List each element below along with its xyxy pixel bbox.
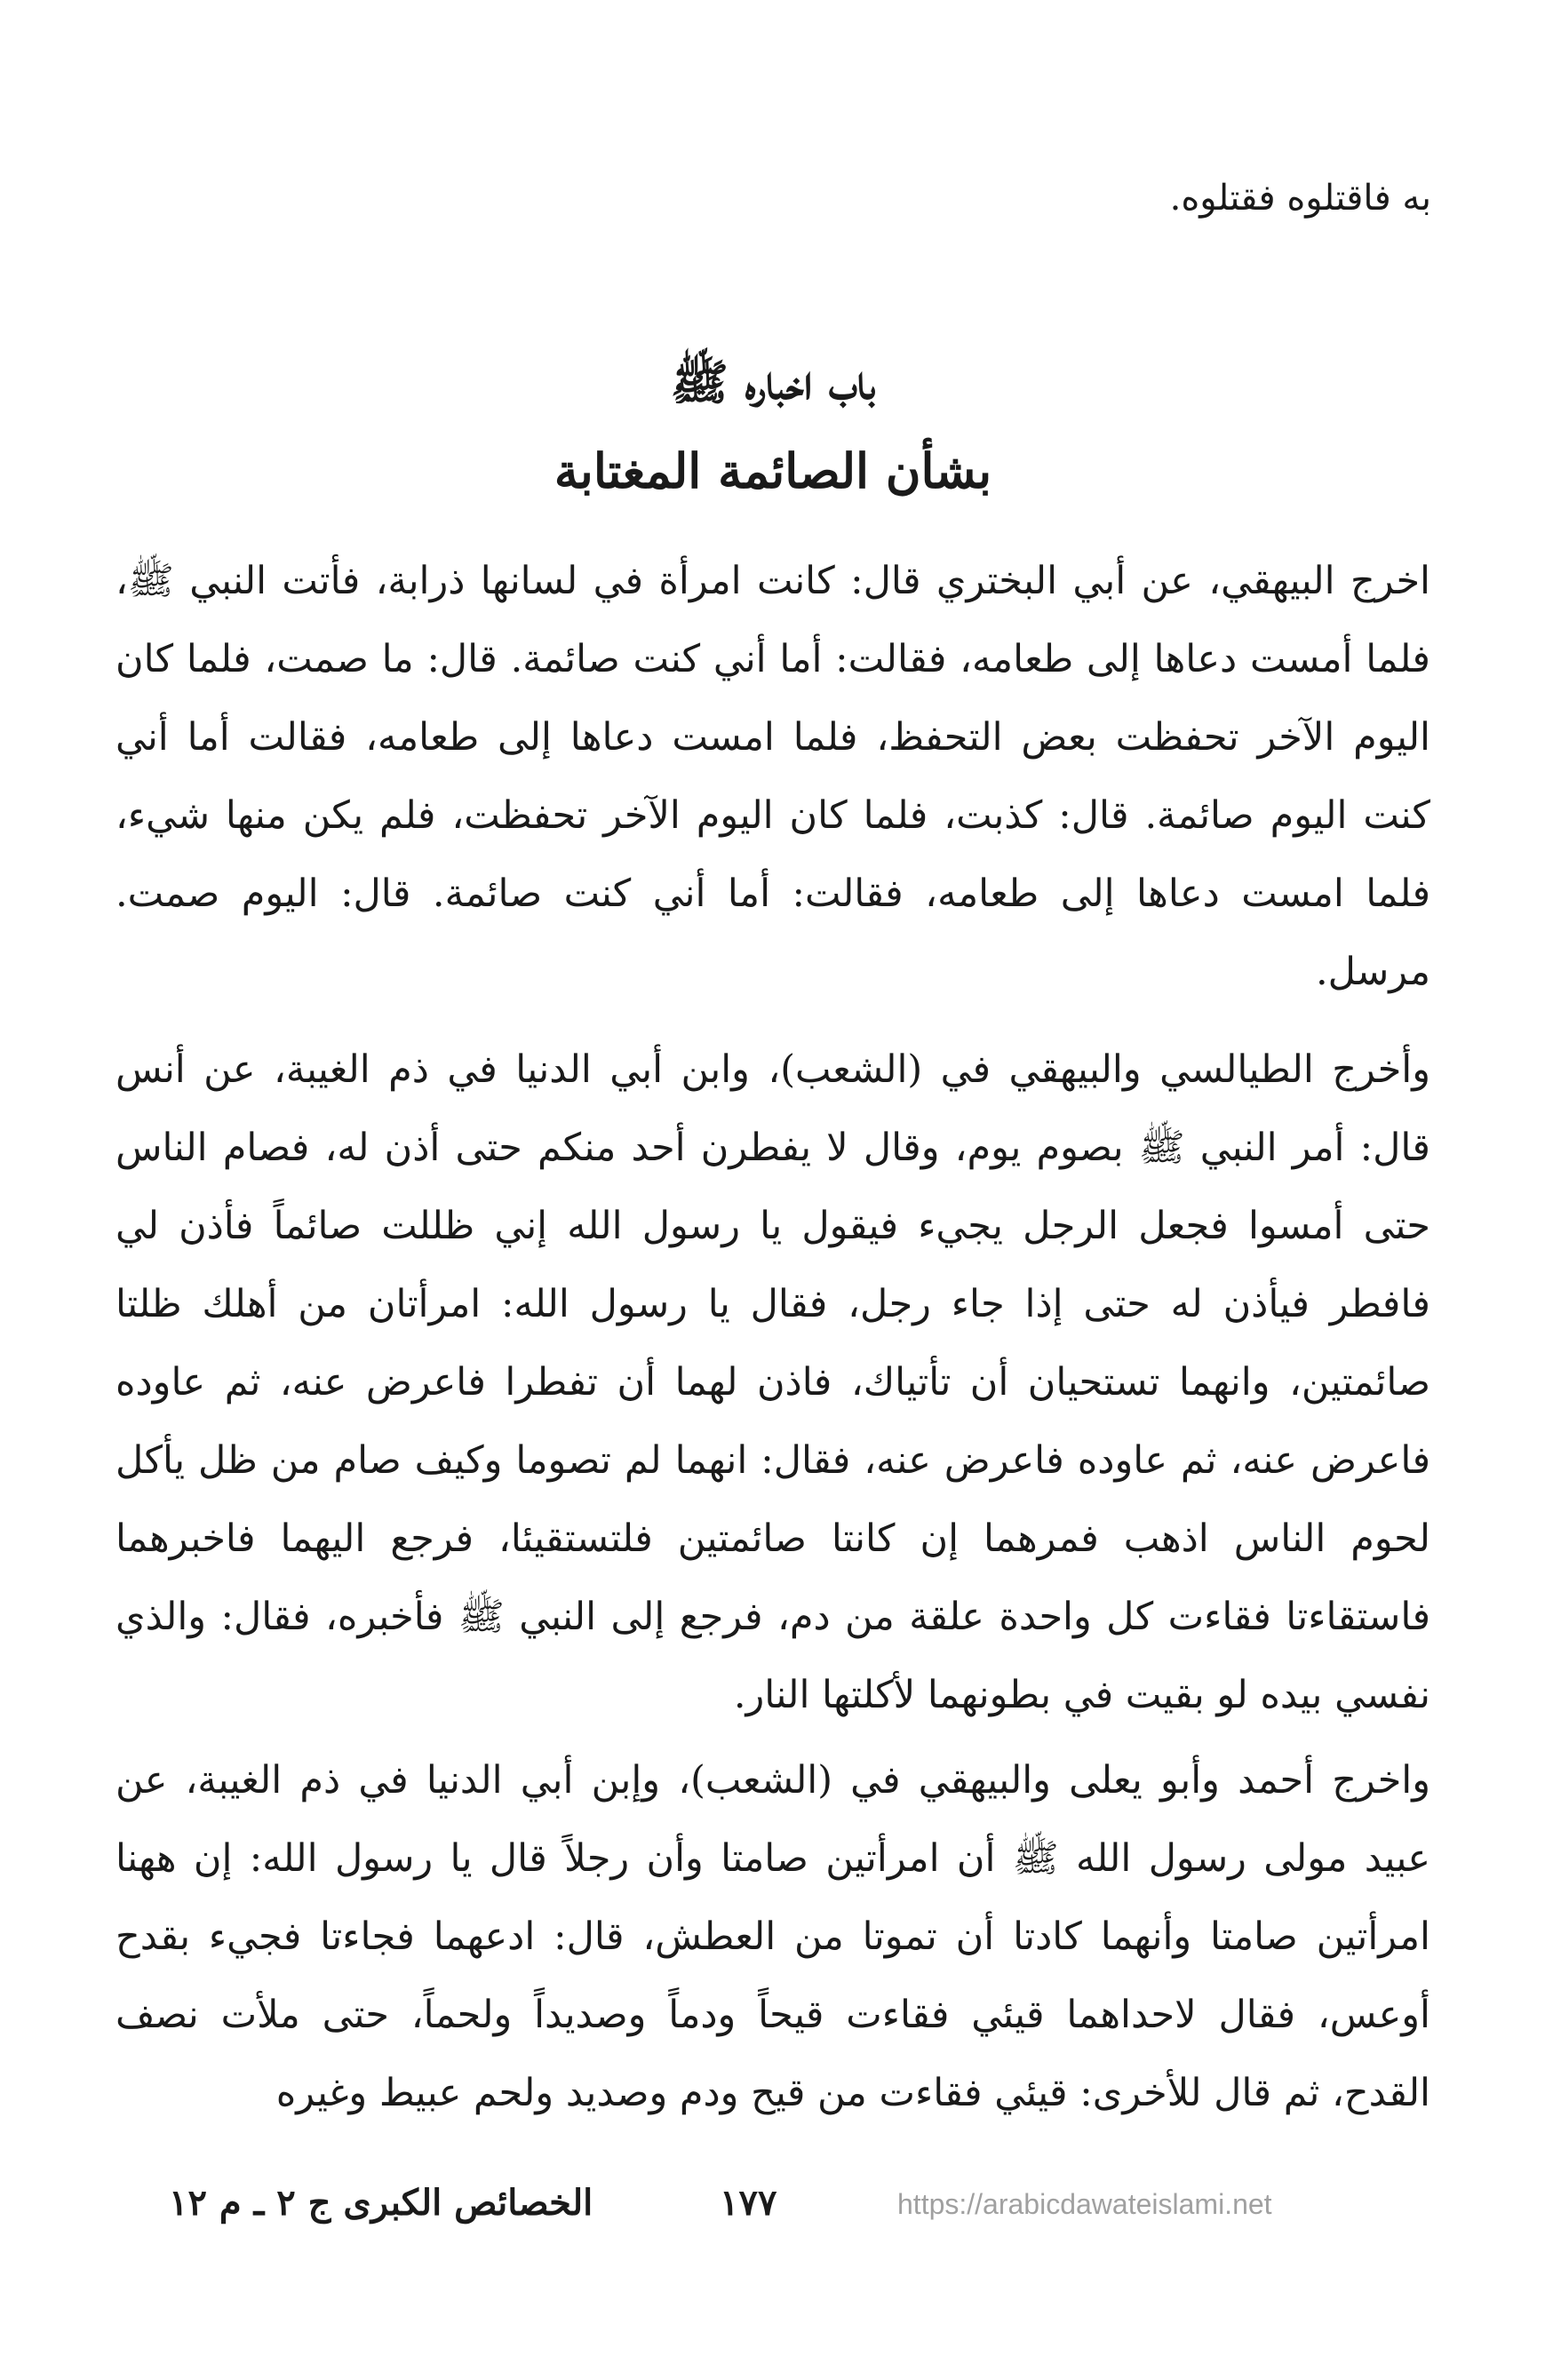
book-reference: الخصائص الكبرى ج ٢ ـ م ١٢ <box>169 2182 593 2224</box>
chapter-title-line-1: باب اخباره ﷺ <box>670 354 876 410</box>
paragraph-3: واخرج أحمد وأبو يعلى والبيهقي في (الشعب)، وإبن أبي الدنيا في ذم الغيبة، عن عبيد مولى رسول الله ﷺ أن امرأتين صامتا وأن رجلاً قال يا رسول الله: إن ههنا امرأتين صامتا وأنهما كادتا أن تموتا من العطش، قال: ادعهما فجاءتا فجيء بقدح أوعس، فقال لاحداهما قيئي فقاءت قيحاً ودماً وصديداً ولحماً، حتى ملأت نصف القدح، ثم قال للأخرى: قيئي فقاءت من قيح ودم وصديد ولحم عبيط وغيره <box>115 1758 1430 2115</box>
paragraph-2: وأخرج الطيالسي والبيهقي في (الشعب)، وابن أبي الدنيا في ذم الغيبة، عن أنس قال: أمر النبي ﷺ بصوم يوم، وقال لا يفطرن أحد منكم حتى أذن له، فصام الناس حتى أمسوا فجعل الرجل يجيء فيقول يا رسول الله إني ظللت صائماً فأذن لي فافطر فيأذن له حتى إذا جاء رجل، فقال يا رسول الله: امرأتان من أهلك ظلتا صائمتين، وانهما تستحيان أن تأتياك، فاذن لهما أن تفطرا فاعرض عنه، ثم عاوده فاعرض عنه، ثم عاوده فاعرض عنه، فقال: انهما لم تصوما وكيف صام من ظل يأكل لحوم الناس اذهب فمرهما إن كانتا صائمتين فلتستقيئا، فرجع اليهما فاخبرهما فاستقاءتا فقاءت كل واحدة علقة من دم، فرجع إلى النبي ﷺ فأخبره، فقال: والذي نفسي بيده لو بقيت في بطونهما لأكلتها النار. <box>115 1047 1430 1717</box>
page-footer <box>115 2177 1430 2230</box>
continuation-line: به فاقتلوه فقتلوه. <box>1169 178 1431 219</box>
watermark-url: https://arabicdawateislami.net <box>897 2188 1272 2220</box>
chapter-title-line-2: بشأن الصائمة المغتابة <box>553 442 992 499</box>
page-number: ١٧٧ <box>720 2182 777 2224</box>
chapter-title <box>115 338 1430 515</box>
paragraph-1: اخرج البيهقي، عن أبي البختري قال: كانت امرأة في لسانها ذرابة، فأتت النبي ﷺ، فلما أمست دعاها إلى طعامه، فقالت: أما أني كنت صائمة. قال: ما صمت، فلما كان اليوم الآخر تحفظت بعض التحفظ، فلما امست دعاها إلى طعامه، فقالت أما أني كنت اليوم صائمة. قال: كذبت، فلما كان اليوم الآخر تحفظت، فلم يكن منها شيء، فلما امست دعاها إلى طعامه، فقالت: أما أني كنت صائمة. قال: اليوم صمت. مرسل. <box>115 559 1430 994</box>
